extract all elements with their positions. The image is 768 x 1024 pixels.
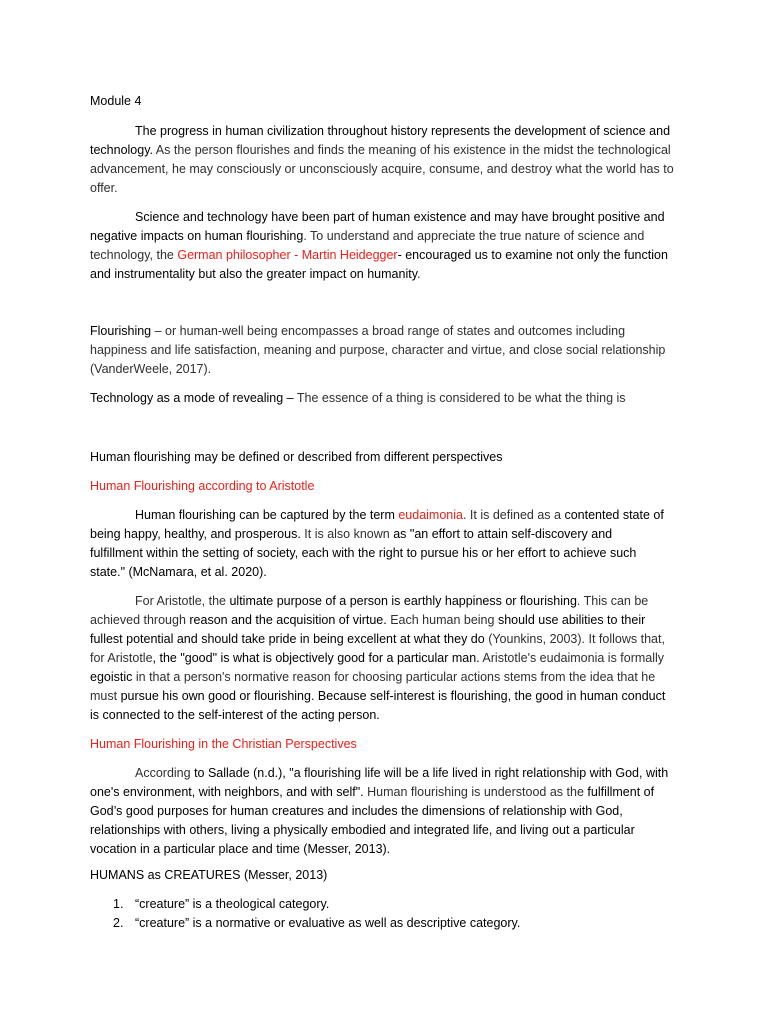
aristotle-p2-line-6 xyxy=(90,687,665,706)
christian-line-1 xyxy=(135,764,668,783)
aristotle-p2-l4b: , the "good" is what is objectively good for a particular man. xyxy=(152,651,480,665)
eudaimonia-term: eudaimonia xyxy=(398,508,463,522)
aristotle-p2-l2a: achieved through xyxy=(90,613,190,627)
p2-line-4-end: . xyxy=(417,267,421,281)
perspectives-line: Human flourishing may be defined or described from different perspectives xyxy=(90,450,503,464)
p2-line-2-rest: . To understand and appreciate the true nature of science and xyxy=(303,229,645,243)
p1-line-3: advancement, he may consciously or unconsciously acquire, consume, and destroy what the world has to xyxy=(90,162,674,176)
aristotle-p1-l2b: It is also known xyxy=(300,527,394,541)
flourishing-line-1 xyxy=(90,322,625,341)
aristotle-p2-l2b: reason and the acquisition of virtue. xyxy=(189,613,387,627)
p1-line-4: offer. xyxy=(90,181,118,195)
aristotle-p2-l4c: Aristotle's eudaimonia is formally xyxy=(479,651,665,665)
aristotle-p1-line-2 xyxy=(90,525,612,544)
aristotle-p2-l3b: (Younkins, 2003). It follows that, xyxy=(484,632,665,646)
aristotle-p1-line-1 xyxy=(135,506,664,525)
flourishing-term: Flourishing xyxy=(90,324,152,338)
aristotle-p2-l2d: should use abilities to their xyxy=(497,613,646,627)
aristotle-p2-line-2 xyxy=(90,611,645,630)
christian-l2c: fulfillment of xyxy=(587,785,655,799)
christian-l1b: to Sallade (n.d.), "a flourishing life will be a life lived in right relationship with God, with xyxy=(194,766,669,780)
aristotle-heading: Human Flourishing according to Aristotle xyxy=(90,479,315,493)
aristotle-p2-l6c: . Because self-interest is flourishing, the good in human conduct xyxy=(310,689,666,703)
p1-line-2 xyxy=(90,141,671,160)
aristotle-p2-line-5 xyxy=(90,668,655,687)
aristotle-p2-l5a: egoistic xyxy=(90,670,133,684)
list-item-1-number: 1. xyxy=(113,897,124,911)
aristotle-p2-l1c: . This can be xyxy=(576,594,649,608)
p1-line-2-rest: As the person flourishes and finds the meaning of his existence in the midst the technological xyxy=(153,143,671,157)
christian-l2a: one's environment, with neighbors, and with self". xyxy=(90,785,364,799)
aristotle-p2-l5b: in that a person's normative reason for choosing particular actions stems from the idea that he xyxy=(132,670,656,684)
aristotle-p2-line-7: is connected to the self-interest of the acting person. xyxy=(90,708,380,722)
aristotle-p2-l6a: must xyxy=(90,689,121,703)
aristotle-p1-l1a: Human flourishing can be captured by the term xyxy=(135,508,399,522)
p1-line-2-emph: technology. xyxy=(90,143,154,157)
technology-definition: The essence of a thing is considered to be what the thing is xyxy=(296,391,626,405)
p1-line-1: The progress in human civilization throughout history represents the development of science and xyxy=(135,124,671,138)
aristotle-p2-line-3 xyxy=(90,630,665,649)
aristotle-p1-l1d: contented state of xyxy=(564,508,664,522)
list-item-1-text: “creature” is a theological category. xyxy=(135,897,330,911)
p2-line-2-emph: negative impacts on human flourishing xyxy=(90,229,304,243)
aristotle-p1-l1c: . It is defined as a xyxy=(462,508,565,522)
technology-line xyxy=(90,389,626,408)
aristotle-p2-l1b: ultimate purpose of a person is earthly happiness or flourishing xyxy=(229,594,577,608)
aristotle-p1-l2c: as "an effort to attain self-discovery and xyxy=(393,527,613,541)
p2-line-3 xyxy=(90,246,668,265)
flourishing-definition: – or human-well being encompasses a broad range of states and outcomes including xyxy=(151,324,626,338)
aristotle-p2-line-4 xyxy=(90,649,664,668)
p2-line-3-start: technology, the xyxy=(90,248,178,262)
aristotle-p2-l4a: for Aristotle xyxy=(90,651,153,665)
technology-term: Technology as a mode of revealing – xyxy=(90,391,297,405)
aristotle-p2-l1a: For Aristotle, the xyxy=(135,594,230,608)
flourishing-line-2: happiness and life satisfaction, meaning and purpose, character and virtue, and close social relationship xyxy=(90,343,666,357)
christian-line-3: God’s good purposes for human creatures and includes the dimensions of relationship with God, xyxy=(90,804,623,818)
christian-line-2 xyxy=(90,783,654,802)
flourishing-line-3: (VanderWeele, 2017). xyxy=(90,362,212,376)
aristotle-p2-l6b: pursue his own good or flourishing xyxy=(120,689,311,703)
christian-l2b: Human flourishing is understood as the xyxy=(363,785,588,799)
aristotle-p2-l2c: Each human being xyxy=(386,613,498,627)
aristotle-p1-l2a: being happy, healthy, and prosperous. xyxy=(90,527,301,541)
module-title: Module 4 xyxy=(90,94,142,108)
p2-line-4 xyxy=(90,265,421,284)
p2-line-3-end: - encouraged us to examine not only the function xyxy=(397,248,668,262)
christian-line-4: relationships with others, living a physically embodied and integrated life, and living out a particular xyxy=(90,823,635,837)
list-item-2-number: 2. xyxy=(113,916,124,930)
aristotle-p1-line-4: state." (McNamara, et al. 2020). xyxy=(90,565,267,579)
p2-line-2 xyxy=(90,227,644,246)
creatures-heading: HUMANS as CREATURES (Messer, 2013) xyxy=(90,868,328,882)
p2-line-4-emph: and instrumentality but also the greater impact on humanity xyxy=(90,267,418,281)
christian-heading: Human Flourishing in the Christian Perspectives xyxy=(90,737,357,751)
aristotle-p1-line-3: fulfillment within the setting of society, each with the right to pursue his or her effort to achieve such xyxy=(90,546,637,560)
heidegger-highlight: German philosopher - Martin Heidegger xyxy=(177,248,398,262)
christian-l1a: According xyxy=(135,766,195,780)
aristotle-p2-line-1 xyxy=(135,592,648,611)
aristotle-p2-l3a: fullest potential and should take pride in being excellent at what they do xyxy=(90,632,485,646)
p2-line-1: Science and technology have been part of human existence and may have brought positive and xyxy=(135,210,665,224)
christian-line-5: vocation in a particular place and time (Messer, 2013). xyxy=(90,842,391,856)
list-item-2-text: “creature” is a normative or evaluative as well as descriptive category. xyxy=(135,916,521,930)
